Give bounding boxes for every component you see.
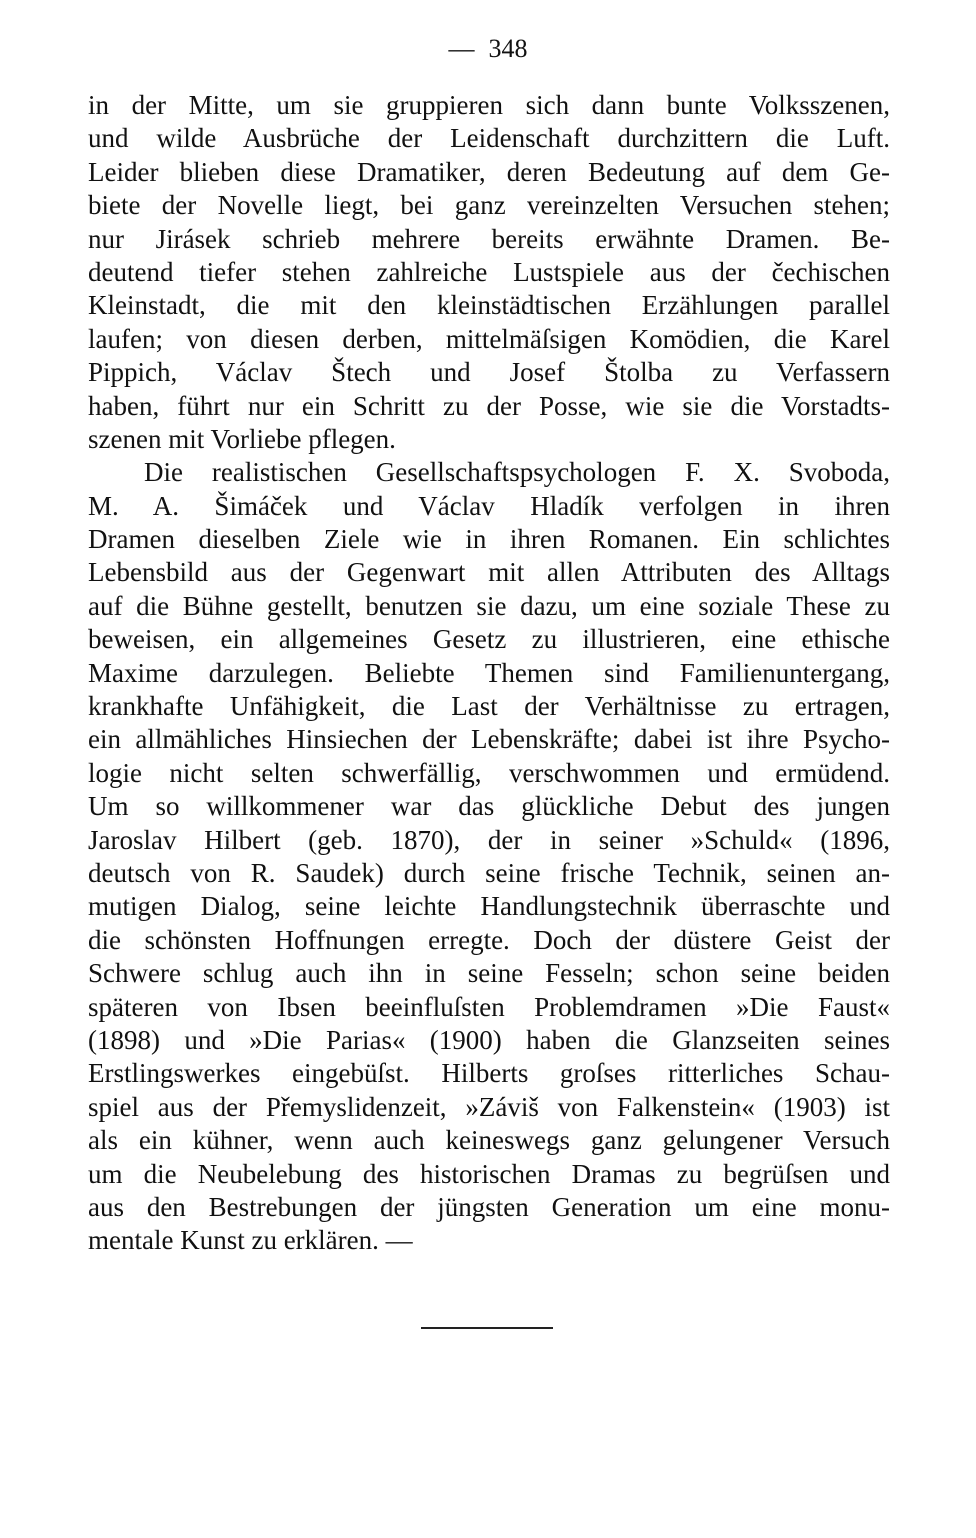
text-line: in der Mitte, um sie gruppieren sich dann bunte Volksszenen, bbox=[88, 90, 890, 120]
text-line: aus den Bestrebungen der jüngsten Generation um eine monu- bbox=[88, 1191, 890, 1222]
page-number bbox=[0, 34, 976, 64]
text-line: Schwere schlug auch ihn in seine Fesseln; schon seine beiden bbox=[88, 958, 890, 989]
text-line: logie nicht selten schwerfällig, verschwommen und ermüdend. bbox=[88, 757, 890, 788]
text-line: als ein kühner, wenn auch keineswegs ganz gelungener Versuch bbox=[88, 1125, 890, 1156]
text-line: Die realistischen Gesellschaftspsychologen F. X. Svoboda, bbox=[144, 457, 890, 488]
text-line: auf die Bühne gestellt, benutzen sie dazu, um eine soziale These zu bbox=[88, 590, 890, 621]
text-line: Maxime darzulegen. Beliebte Themen sind Familienuntergang, bbox=[88, 657, 890, 688]
text-line: Pippich, Václav Štech und Josef Štolba zu Verfassern bbox=[88, 357, 890, 388]
text-line: (1898) und »Die Parias« (1900) haben die Glanzseiten seines bbox=[88, 1024, 890, 1055]
text-line: Um so willkommener war das glückliche Debut des jungen bbox=[88, 791, 890, 822]
text-line: biete der Novelle liegt, bei ganz vereinzelten Versuchen stehen; bbox=[88, 190, 890, 221]
text-line: und wilde Ausbrüche der Leidenschaft durchzittern die Luft. bbox=[88, 123, 890, 154]
text-line: nur Jirásek schrieb mehrere bereits erwähnte Dramen. Be- bbox=[88, 223, 890, 254]
text-line: laufen; von diesen derben, mittelmäſsigen Komödien, die Karel bbox=[88, 323, 890, 354]
text-line: ein allmähliches Hinsiechen der Lebenskräfte; dabei ist ihre Psycho- bbox=[88, 724, 890, 755]
paragraph-2 bbox=[88, 456, 890, 1257]
text-line: Leider blieben diese Dramatiker, deren Bedeutung auf dem Ge- bbox=[88, 156, 890, 187]
text-line: die schönsten Hoffnungen erregte. Doch der düstere Geist der bbox=[88, 924, 890, 955]
text-line: M. A. Šimáček und Václav Hladík verfolgen in ihren bbox=[88, 490, 890, 521]
text-line: um die Neubelebung des historischen Dramas zu begrüſsen und bbox=[88, 1158, 890, 1189]
paragraph-1 bbox=[88, 89, 890, 456]
text-line: spiel aus der Přemyslidenzeit, »Záviš von Falkenstein« (1903) ist bbox=[88, 1091, 890, 1122]
text-line: Kleinstadt, die mit den kleinstädtischen Erzählungen parallel bbox=[88, 290, 890, 321]
page-number-dash: — bbox=[448, 34, 475, 63]
text-line: szenen mit Vorliebe pflegen. bbox=[88, 423, 396, 454]
text-line: mentale Kunst zu erklären. — bbox=[88, 1225, 413, 1256]
text-line: späteren von Ibsen beeinfluſsten Problemdramen »Die Faust« bbox=[88, 991, 890, 1022]
text-line: krankhafte Unfähigkeit, die Last der Verhältnisse zu ertragen, bbox=[88, 691, 890, 722]
page-number-value: 348 bbox=[488, 34, 528, 63]
text-line: haben, führt nur ein Schritt zu der Posse, wie sie die Vorstadts- bbox=[88, 390, 890, 421]
text-line: Erstlingswerkes eingebüſst. Hilberts groſses ritterliches Schau- bbox=[88, 1058, 890, 1089]
text-line: deutend tiefer stehen zahlreiche Lustspiele aus der čechischen bbox=[88, 256, 890, 287]
text-line: Lebensbild aus der Gegenwart mit allen Attributen des Alltags bbox=[88, 557, 890, 588]
section-end-rule bbox=[421, 1327, 553, 1329]
text-line: Jaroslav Hilbert (geb. 1870), der in seiner »Schuld« (1896, bbox=[88, 824, 890, 855]
text-line: mutigen Dialog, seine leichte Handlungstechnik überraschte und bbox=[88, 891, 890, 922]
body-text bbox=[88, 89, 890, 1258]
text-line: deutsch von R. Saudek) durch seine frische Technik, seinen an- bbox=[88, 857, 890, 888]
text-line: beweisen, ein allgemeines Gesetz zu illustrieren, eine ethische bbox=[88, 624, 890, 655]
text-line: Dramen dieselben Ziele wie in ihren Romanen. Ein schlichtes bbox=[88, 524, 890, 555]
